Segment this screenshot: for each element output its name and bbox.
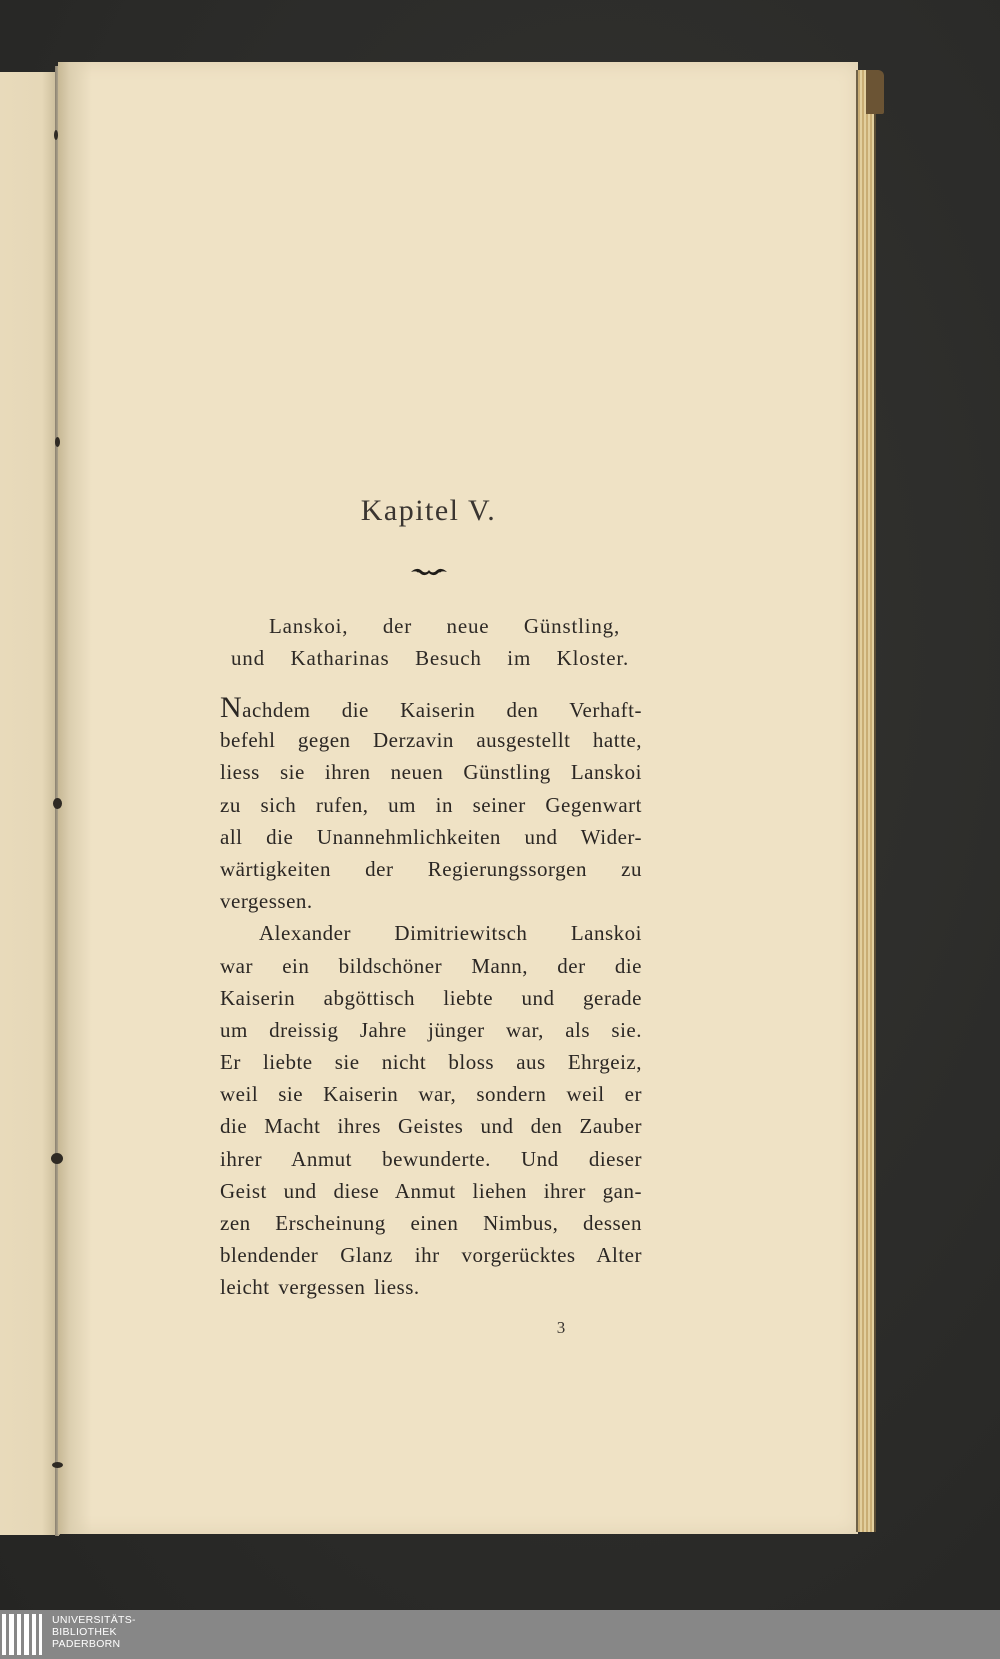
body-line: weil sie Kaiserin war, sondern weil er — [220, 1082, 642, 1107]
chapter-title: Kapitel V. — [360, 494, 497, 527]
body-line: ihrer Anmut bewunderte. Und dieser — [220, 1146, 642, 1171]
body-line: Alexander Dimitriewitsch Lanskoi — [259, 921, 642, 946]
logo-line: UNIVERSITÄTS- — [52, 1614, 136, 1626]
binding-mark — [55, 437, 60, 447]
logo-line: PADERBORN — [52, 1638, 121, 1650]
body-text — [220, 692, 642, 1304]
left-page-sliver — [0, 72, 60, 1535]
logo-bar — [9, 1614, 14, 1655]
body-line: um dreissig Jahre jünger war, als sie. — [220, 1017, 642, 1042]
page-stack-edge — [856, 70, 876, 1532]
body-line: zen Erscheinung einen Nimbus, dessen — [220, 1211, 642, 1235]
library-logo-text — [52, 1614, 136, 1650]
body-line: all die Unannehmlichkeiten und Wider- — [220, 824, 642, 849]
fleuron-icon — [410, 565, 448, 577]
binding-mark — [52, 1462, 63, 1468]
page-number: 3 — [556, 1318, 566, 1337]
subtitle-line: und Katharinas Besuch im Kloster. — [231, 646, 629, 670]
logo-bar — [17, 1614, 21, 1655]
body-line: befehl gegen Derzavin ausgestellt hatte, — [220, 728, 642, 753]
page-corner — [866, 70, 884, 114]
body-line: die Macht ihres Geistes und den Zauber — [220, 1114, 642, 1139]
logo-bar — [24, 1614, 29, 1655]
body-line: Geist und diese Anmut liehen ihrer gan- — [220, 1178, 642, 1203]
body-line: war ein bildschöner Mann, der die — [220, 953, 642, 978]
body-line: Nachdem die Kaiserin den Verhaft- — [220, 692, 642, 724]
library-logo-icon — [2, 1614, 44, 1655]
logo-bar — [39, 1614, 42, 1655]
footer-bar — [0, 1610, 1000, 1659]
logo-line: BIBLIOTHEK — [52, 1626, 117, 1638]
body-line: zu sich rufen, um in seiner Gegenwart — [220, 792, 642, 817]
subtitle-line: Lanskoi, der neue Günstling, — [269, 614, 620, 638]
body-line: Er liebte sie nicht bloss aus Ehrgeiz, — [220, 1050, 642, 1075]
gutter-shadow — [58, 62, 92, 1534]
binding-mark — [51, 1153, 63, 1164]
body-line: liess sie ihren neuen Günstling Lanskoi — [220, 760, 642, 785]
body-line: vergessen. — [220, 889, 313, 914]
body-line: leicht vergessen liess. — [220, 1275, 420, 1300]
logo-bar — [2, 1614, 6, 1655]
binding-mark — [54, 130, 58, 140]
body-line: Kaiserin abgöttisch liebte und gerade — [220, 985, 642, 1010]
logo-bar — [32, 1614, 36, 1655]
binding-mark — [53, 798, 62, 809]
body-line: wärtigkeiten der Regierungssorgen zu — [220, 856, 642, 881]
body-line: blendender Glanz ihr vorgerücktes Alter — [220, 1243, 642, 1268]
